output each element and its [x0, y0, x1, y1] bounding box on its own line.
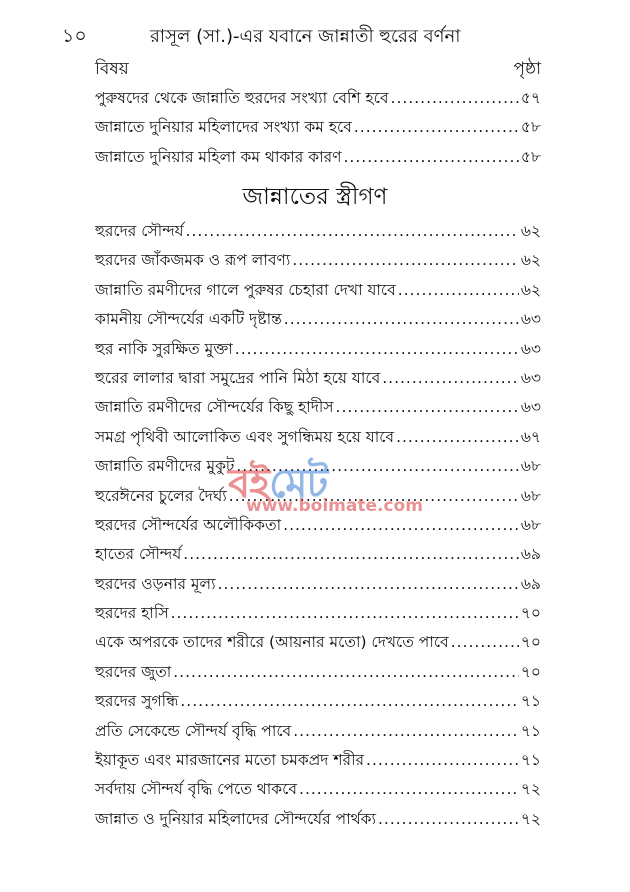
toc-entry-page: ৭০ [520, 633, 541, 652]
toc-entry-title: সর্বদায় সৌন্দর্য বৃদ্ধি পেতে থাকবে [95, 780, 298, 799]
toc-entry-page: ৬৯ [520, 574, 541, 593]
toc-entry-title: হুরদের ওড়নার মূল্য [95, 574, 216, 593]
toc-entry [95, 777, 541, 806]
section-title: জান্নাতের স্ত্রীগণ [242, 184, 388, 210]
dot-leader [183, 545, 519, 563]
dot-leader [344, 148, 519, 166]
toc-entry [95, 601, 541, 630]
toc-entry-page: ৬৮ [520, 457, 541, 476]
dot-leader [236, 457, 519, 475]
toc-entry [95, 807, 541, 836]
toc-entry-title: জান্নাত ও দুনিয়ার মহিলাদের সৌন্দর্যের পার্থক্য [95, 809, 376, 828]
dot-leader [229, 487, 519, 505]
toc-entry-title: জান্নাতি রমণীদের গালে পুরুষর চেহারা দেখা যাবে [95, 280, 396, 299]
toc-entry [95, 542, 541, 571]
toc-entry-title: হাতের সৌন্দর্য [95, 545, 182, 564]
dot-leader [180, 692, 519, 710]
toc-entry [95, 513, 541, 542]
toc-entry-page: ৬৮ [520, 515, 541, 534]
toc-entry-page: ৭১ [520, 751, 541, 770]
toc-entry-page: ৬৩ [520, 339, 541, 358]
toc-entry-title: হুরদের সৌন্দর্যের অলৌকিকতা [95, 515, 282, 534]
dot-leader [354, 118, 519, 136]
toc-entry-title: হুরদের হাসি [95, 604, 169, 623]
toc-entry-title: হুরেঈনের চুলের দৈর্ঘ্য [95, 486, 227, 505]
toc-entry [95, 484, 541, 513]
dot-leader [299, 780, 519, 798]
toc-entry-title: জান্নাতে দুনিয়ার মহিলাদের সংখ্যা কম হবে [95, 118, 352, 137]
toc-entry-page: ৬২ [520, 251, 541, 270]
toc-entry-title: ইয়াকূত এবং মারজানের মতো চমকপ্রদ শরীর [95, 751, 365, 770]
toc-entry [95, 630, 541, 659]
toc-entry-title: একে অপরকে তাদের শরীরে (আয়নার মতো) দেখতে পাবে [95, 633, 449, 652]
toc-entry-title: জান্নাতি রমণীদের মুকুট [95, 457, 235, 476]
toc-entry-page: ৬৮ [520, 486, 541, 505]
toc-entry-page: ৫৮ [520, 118, 541, 137]
watermark-url: www.boimate.com [246, 496, 423, 516]
page-header [0, 18, 630, 48]
page-number: ১০ [62, 25, 87, 47]
toc-list-part2 [95, 219, 541, 836]
dot-leader [171, 604, 519, 622]
toc-entry [95, 748, 541, 777]
toc-entry-page: ৭১ [520, 721, 541, 740]
dot-leader [398, 281, 519, 299]
toc-entry-title: প্রতি সেকেন্ডে সৌন্দর্য বৃদ্ধি পাবে [95, 721, 292, 740]
toc-entry [95, 337, 541, 366]
toc-entry [95, 689, 541, 718]
logo-part-a: বই [228, 461, 270, 507]
toc-entry-page: ৬৭ [520, 427, 541, 446]
toc-entry-page: ৭২ [520, 780, 541, 799]
dot-leader [378, 810, 519, 828]
toc-entry-title: হুরদের জুতা [95, 662, 172, 681]
dot-leader [283, 516, 519, 534]
toc-entry [95, 145, 541, 174]
toc-entry [95, 719, 541, 748]
toc-entry [95, 219, 541, 248]
toc-entry [95, 307, 541, 336]
toc-entry-page: ৭০ [520, 604, 541, 623]
dot-leader [235, 340, 519, 358]
toc-entry-page: ৫৭ [520, 89, 541, 107]
toc-entry-title: সমগ্র পৃথিবী আলোকিত এবং সুগন্ধিময় হয়ে যাবে [95, 427, 395, 446]
toc-entry-title: কামনীয় সৌন্দর্যের একটি দৃষ্টান্ত [95, 310, 282, 329]
toc-entry-title: হুরদের জাঁকজমক ও রূপ লাবণ্য [95, 251, 291, 270]
toc-entry-page: ৭২ [520, 809, 541, 828]
toc-entry-title: হুরদের সুগন্ধি [95, 692, 179, 711]
page-column-header: পৃষ্ঠা [513, 59, 541, 79]
dot-leader [451, 633, 519, 651]
dot-leader [336, 398, 519, 416]
toc-entry-page: ৬২ [520, 222, 541, 240]
toc-entry-page: ৬২ [520, 280, 541, 299]
toc-entry-page: ৭০ [520, 662, 541, 681]
toc-entry-page: ৬৯ [520, 545, 541, 564]
toc-entry-page: ৭১ [520, 692, 541, 711]
toc-entry-title: জান্নাতি রমণীদের সৌন্দর্যের কিছু হাদীস [95, 398, 334, 417]
toc-entry-title: জান্নাতে দুনিয়ার মহিলা কম থাকার কারণ [95, 147, 342, 166]
toc-entry [95, 660, 541, 689]
toc-entry-title: পুরুষদের থেকে জান্নাতি হুরদের সংখ্যা বেশি হবে [95, 89, 389, 107]
subject-column-header: বিষয় [95, 59, 129, 79]
dot-leader [292, 251, 519, 269]
toc-entry [95, 278, 541, 307]
dot-leader [186, 222, 519, 240]
toc-entry [95, 248, 541, 277]
toc-entry-page: ৬৩ [520, 310, 541, 329]
toc-entry-title: হুর নাকি সুরক্ষিত মুক্তা [95, 339, 233, 358]
dot-leader [293, 722, 519, 740]
dot-leader [391, 89, 519, 107]
dot-leader [173, 663, 519, 681]
toc-entry [95, 86, 541, 115]
toc-entry [95, 572, 541, 601]
toc-entry [95, 366, 541, 395]
dot-leader [284, 310, 519, 328]
toc-entry-page: ৬৩ [520, 368, 541, 387]
toc-list-part1 [95, 86, 541, 174]
toc-entry [95, 425, 541, 454]
toc-entry-title: হুরের লালার দ্বারা সমুদ্রের পানি মিঠা হয়ে যাবে [95, 368, 381, 387]
toc-entry-title: হুরদের সৌন্দর্য [95, 222, 184, 240]
toc-entry [95, 454, 541, 483]
dot-leader [382, 369, 519, 387]
column-headers [95, 56, 541, 84]
toc-entry-page: ৬৩ [520, 398, 541, 417]
running-title: রাসূল (সা.)-এর যবানে জান্নাতী হুরের বর্ণনা [150, 26, 461, 47]
dot-leader [366, 751, 519, 769]
toc-entry [95, 395, 541, 424]
logo-part-b: মেট [269, 461, 328, 507]
toc-entry [95, 115, 541, 144]
dot-leader [218, 575, 519, 593]
toc-entry-page: ৫৮ [520, 147, 541, 166]
dot-leader [396, 428, 519, 446]
